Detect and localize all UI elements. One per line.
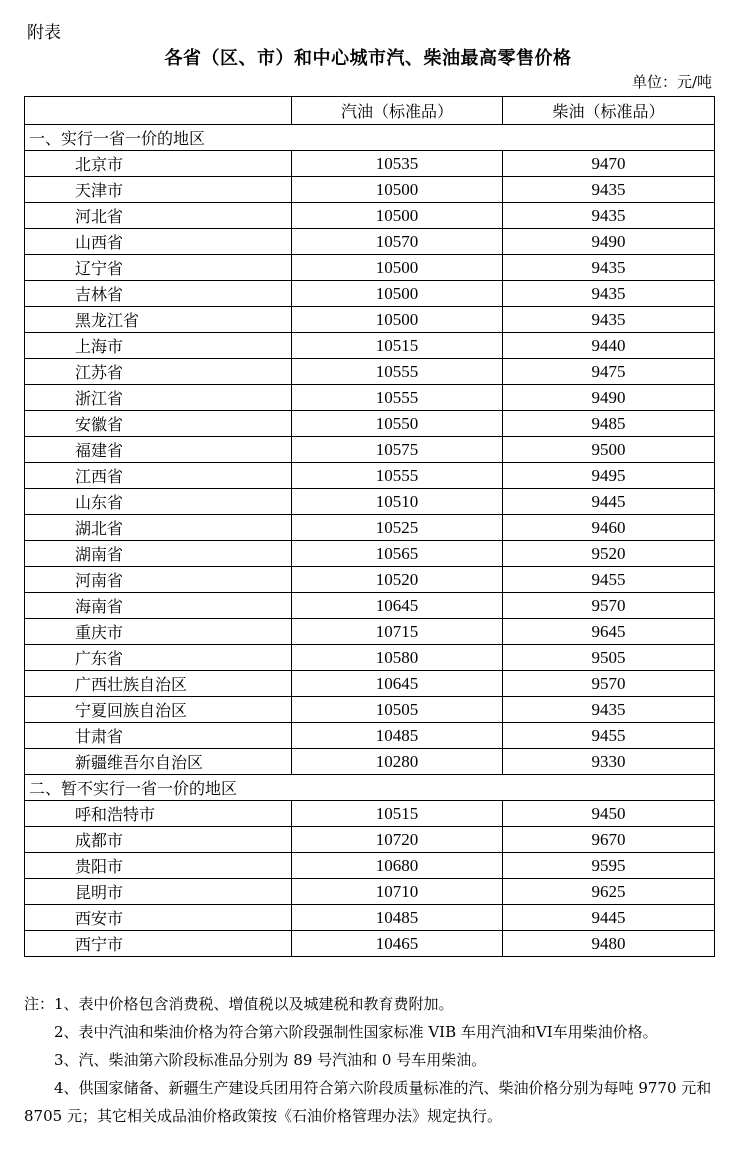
diesel-price-cell: 9495 [503,463,715,489]
gasoline-price-cell: 10555 [292,359,503,385]
table-row [25,723,715,749]
diesel-price-cell: 9625 [503,879,715,905]
gasoline-price-cell: 10575 [292,437,503,463]
diesel-price-cell: 9330 [503,749,715,775]
note-3: 3、汽、柴油第六阶段标准品分别为 89 号汽油和 0 号车用柴油。 [54,1051,487,1069]
region-name-cell: 呼和浩特市 [25,801,292,827]
diesel-price-cell: 9670 [503,827,715,853]
table-row [25,749,715,775]
table-row [25,489,715,515]
gasoline-price-cell: 10280 [292,749,503,775]
region-name-cell: 河北省 [25,203,292,229]
document-title: 各省（区、市）和中心城市汽、柴油最高零售价格 [164,48,572,69]
diesel-price-cell: 9490 [503,229,715,255]
table-row [25,619,715,645]
gasoline-price-cell: 10525 [292,515,503,541]
region-name-cell: 黑龙江省 [25,307,292,333]
section-row [25,125,715,151]
table-row [25,385,715,411]
table-row [25,697,715,723]
gasoline-price-cell: 10500 [292,177,503,203]
diesel-price-cell: 9435 [503,307,715,333]
table-row [25,515,715,541]
gasoline-price-cell: 10555 [292,385,503,411]
note-4: 4、供国家储备、新疆生产建设兵团用符合第六阶段质量标准的汽、柴油价格分别为每吨 9770 元和 8705 元；其它相关成品油价格政策按《石油价格管理办法》规定执行。 [24,1079,712,1125]
diesel-price-cell: 9445 [503,905,715,931]
gasoline-price-cell: 10485 [292,723,503,749]
table-row [25,255,715,281]
region-name-cell: 广东省 [25,645,292,671]
region-name-cell: 广西壮族自治区 [25,671,292,697]
gasoline-price-cell: 10550 [292,411,503,437]
diesel-price-cell: 9435 [503,177,715,203]
table-row [25,463,715,489]
gasoline-price-cell: 10580 [292,645,503,671]
region-name-cell: 湖北省 [25,515,292,541]
diesel-price-cell: 9480 [503,931,715,957]
region-name-cell: 山东省 [25,489,292,515]
region-name-cell: 昆明市 [25,879,292,905]
diesel-price-cell: 9485 [503,411,715,437]
column-header-region [25,97,292,125]
table-row [25,229,715,255]
gasoline-price-cell: 10535 [292,151,503,177]
table-row [25,333,715,359]
diesel-price-cell: 9500 [503,437,715,463]
region-name-cell: 北京市 [25,151,292,177]
table-row [25,411,715,437]
gasoline-price-cell: 10710 [292,879,503,905]
region-name-cell: 天津市 [25,177,292,203]
gasoline-price-cell: 10465 [292,931,503,957]
price-table [24,96,715,957]
diesel-price-cell: 9435 [503,281,715,307]
diesel-price-cell: 9570 [503,671,715,697]
unit-label: 单位：元/吨 [631,73,712,91]
diesel-price-cell: 9440 [503,333,715,359]
region-name-cell: 福建省 [25,437,292,463]
section-row [25,775,715,801]
section-title: 一、实行一省一价的地区 [25,125,715,151]
gasoline-price-cell: 10510 [292,489,503,515]
diesel-price-cell: 9460 [503,515,715,541]
region-name-cell: 新疆维吾尔自治区 [25,749,292,775]
region-name-cell: 湖南省 [25,541,292,567]
notes [24,990,714,1130]
region-name-cell: 宁夏回族自治区 [25,697,292,723]
gasoline-price-cell: 10715 [292,619,503,645]
table-row [25,905,715,931]
table-row [25,307,715,333]
region-name-cell: 西安市 [25,905,292,931]
table-row [25,281,715,307]
region-name-cell: 浙江省 [25,385,292,411]
table-row [25,151,715,177]
region-name-cell: 甘肃省 [25,723,292,749]
gasoline-price-cell: 10520 [292,567,503,593]
gasoline-price-cell: 10515 [292,801,503,827]
diesel-price-cell: 9445 [503,489,715,515]
table-row [25,567,715,593]
diesel-price-cell: 9570 [503,593,715,619]
appendix-label: 附表 [27,23,61,43]
gasoline-price-cell: 10505 [292,697,503,723]
region-name-cell: 上海市 [25,333,292,359]
table-row [25,671,715,697]
diesel-price-cell: 9455 [503,567,715,593]
diesel-price-cell: 9435 [503,697,715,723]
gasoline-price-cell: 10645 [292,671,503,697]
table-row [25,541,715,567]
region-name-cell: 西宁市 [25,931,292,957]
gasoline-price-cell: 10720 [292,827,503,853]
region-name-cell: 贵阳市 [25,853,292,879]
table-row [25,645,715,671]
gasoline-price-cell: 10500 [292,255,503,281]
column-header-diesel: 柴油（标准品） [503,97,715,125]
region-name-cell: 安徽省 [25,411,292,437]
diesel-price-cell: 9450 [503,801,715,827]
gasoline-price-cell: 10500 [292,203,503,229]
gasoline-price-cell: 10570 [292,229,503,255]
diesel-price-cell: 9645 [503,619,715,645]
gasoline-price-cell: 10515 [292,333,503,359]
diesel-price-cell: 9470 [503,151,715,177]
region-name-cell: 海南省 [25,593,292,619]
gasoline-price-cell: 10555 [292,463,503,489]
table-header-row [25,97,715,125]
section-title: 二、暂不实行一省一价的地区 [25,775,715,801]
diesel-price-cell: 9435 [503,255,715,281]
table-row [25,203,715,229]
region-name-cell: 成都市 [25,827,292,853]
diesel-price-cell: 9455 [503,723,715,749]
diesel-price-cell: 9435 [503,203,715,229]
note-2: 2、表中汽油和柴油价格为符合第六阶段强制性国家标准 VIB 车用汽油和VI车用柴油价格。 [54,1023,658,1041]
gasoline-price-cell: 10565 [292,541,503,567]
table-row [25,853,715,879]
region-name-cell: 江苏省 [25,359,292,385]
region-name-cell: 山西省 [25,229,292,255]
table-row [25,437,715,463]
region-name-cell: 吉林省 [25,281,292,307]
gasoline-price-cell: 10500 [292,281,503,307]
diesel-price-cell: 9490 [503,385,715,411]
region-name-cell: 重庆市 [25,619,292,645]
table-row [25,827,715,853]
diesel-price-cell: 9505 [503,645,715,671]
table-row [25,879,715,905]
gasoline-price-cell: 10680 [292,853,503,879]
region-name-cell: 江西省 [25,463,292,489]
diesel-price-cell: 9520 [503,541,715,567]
note-1: 注：1、表中价格包含消费税、增值税以及城建税和教育费附加。 [24,995,454,1013]
diesel-price-cell: 9475 [503,359,715,385]
region-name-cell: 河南省 [25,567,292,593]
gasoline-price-cell: 10485 [292,905,503,931]
gasoline-price-cell: 10500 [292,307,503,333]
table-row [25,177,715,203]
table-row [25,801,715,827]
table-body [25,125,715,957]
gasoline-price-cell: 10645 [292,593,503,619]
region-name-cell: 辽宁省 [25,255,292,281]
table-row [25,593,715,619]
table-row [25,359,715,385]
column-header-gasoline: 汽油（标准品） [292,97,503,125]
table-row [25,931,715,957]
diesel-price-cell: 9595 [503,853,715,879]
